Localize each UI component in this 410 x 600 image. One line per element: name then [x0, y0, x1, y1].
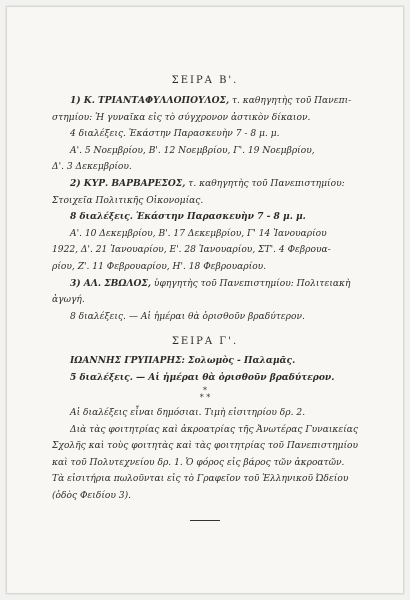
- notes-line3: Σχολῆς καὶ τοὺς φοιτητὰς καὶ τὰς φοιτητρίας τοῦ Πανεπιστημίου: [52, 441, 359, 452]
- asterisk-bottom: * *: [199, 393, 211, 402]
- b2-title-line: [52, 176, 382, 193]
- b3-name: 3) ΑΛ. ΣΒΩΛΟΣ,: [70, 277, 152, 289]
- series-b-heading: ΣΕΙΡΑ Β'.: [171, 75, 239, 86]
- b2-schedule: 8 διαλέξεις. Ἑκάστην Παρασκευὴν 7 - 8 μ. μ.: [70, 211, 306, 223]
- asterisk-top: *: [203, 386, 207, 395]
- b2-dates-line2: 1922, Δ'. 21 Ἰανουαρίου, Ε'. 28 Ἰανουαρίου, ΣΤ'. 4 Φεβρουα-: [52, 245, 331, 256]
- b3-title-line1: ὑφηγητὴς τοῦ Πανεπιστημίου: Πολιτειακὴ: [151, 278, 351, 289]
- asterisk-divider: [7, 387, 403, 401]
- notes-line4: καὶ τοῦ Πολυτεχνείου δρ. 1. Ὁ φόρος εἰς βάρος τῶν ἀκροατῶν.: [52, 457, 345, 468]
- c1-line: ΙΩΑΝΝΗΣ ΓΡΥΠΑΡΗΣ: Σολωμὸς - Παλαμᾶς.: [70, 355, 296, 366]
- b3-schedule: 8 διαλέξεις. — Αἱ ἡμέραι θὰ ὁρισθοῦν βραδύτερον.: [70, 311, 305, 322]
- b3-title-line: [52, 276, 382, 293]
- series-b-body: [52, 93, 382, 325]
- b2-dates-line3: ρίου, Ζ'. 11 Φεβρουαρίου, Η'. 18 Φεβρουαρίου.: [52, 261, 267, 272]
- notes-body: [52, 405, 382, 505]
- closing-rule: [190, 520, 220, 521]
- b3-title-line2: ἀγωγή.: [52, 295, 85, 306]
- c1-schedule: [52, 370, 382, 387]
- b1-schedule: 4 διαλέξεις. Ἑκάστην Παρασκευὴν 7 - 8 μ. μ.: [70, 129, 280, 140]
- series-c-heading: ΣΕΙΡΑ Γ'.: [171, 336, 239, 347]
- b2-title-line2: Στοιχεῖα Πολιτικῆς Οἰκονομίας.: [52, 195, 204, 206]
- document-page: [6, 6, 404, 594]
- b2-name: 2) ΚΥΡ. ΒΑΡΒΑΡΕΣΟΣ,: [70, 177, 186, 189]
- b1-title-line: [52, 93, 382, 110]
- series-c-body: [52, 353, 382, 386]
- c1-schedule-text: 5 διαλέξεις. — Αἱ ἡμέραι θὰ ὁρισθοῦν βραδύτερον.: [70, 371, 335, 383]
- b1-dates-line2: Δ'. 3 Δεκεμβρίου.: [52, 162, 132, 173]
- b1-title-line1: τ. καθηγητὴς τοῦ Πανεπι-: [229, 96, 352, 106]
- b1-name: 1) Κ. ΤΡΙΑΝΤΑΦΥΛΛΟΠΟΥΛΟΣ,: [70, 95, 230, 106]
- notes-line1: Αἱ διαλέξεις εἶναι δημόσιαι. Τιμὴ εἰσιτηρίου δρ. 2.: [70, 408, 306, 418]
- b1-dates-line1: Α'. 5 Νοεμβρίου, Β'. 12 Νοεμβρίου, Γ'. 19 Νοεμβρίου,: [70, 145, 315, 156]
- notes-line2: Διὰ τὰς φοιτητρίας καὶ ἀκροατρίας τῆς Ἀνωτέρας Γυναικείας: [70, 424, 359, 435]
- b2-dates-line1: Α'. 10 Δεκεμβρίου, Β'. 17 Δεκεμβρίου, Γ' 14 Ἰανουαρίου: [70, 228, 327, 239]
- notes-line6: (ὁδὸς Φειδίου 3).: [52, 490, 132, 501]
- notes-line5: Τὰ εἰσιτήρια πωλοῦνται εἰς τὸ Γραφεῖον τοῦ Ἑλληνικοῦ Ὠδείου: [52, 474, 349, 485]
- b2-title-line1: τ. καθηγητὴς τοῦ Πανεπιστημίου:: [185, 178, 345, 189]
- b1-title-line2: στημίου: Ἡ γυναῖκα εἰς τὸ σύγχρονον ἀστικὸν δίκαιον.: [52, 112, 311, 123]
